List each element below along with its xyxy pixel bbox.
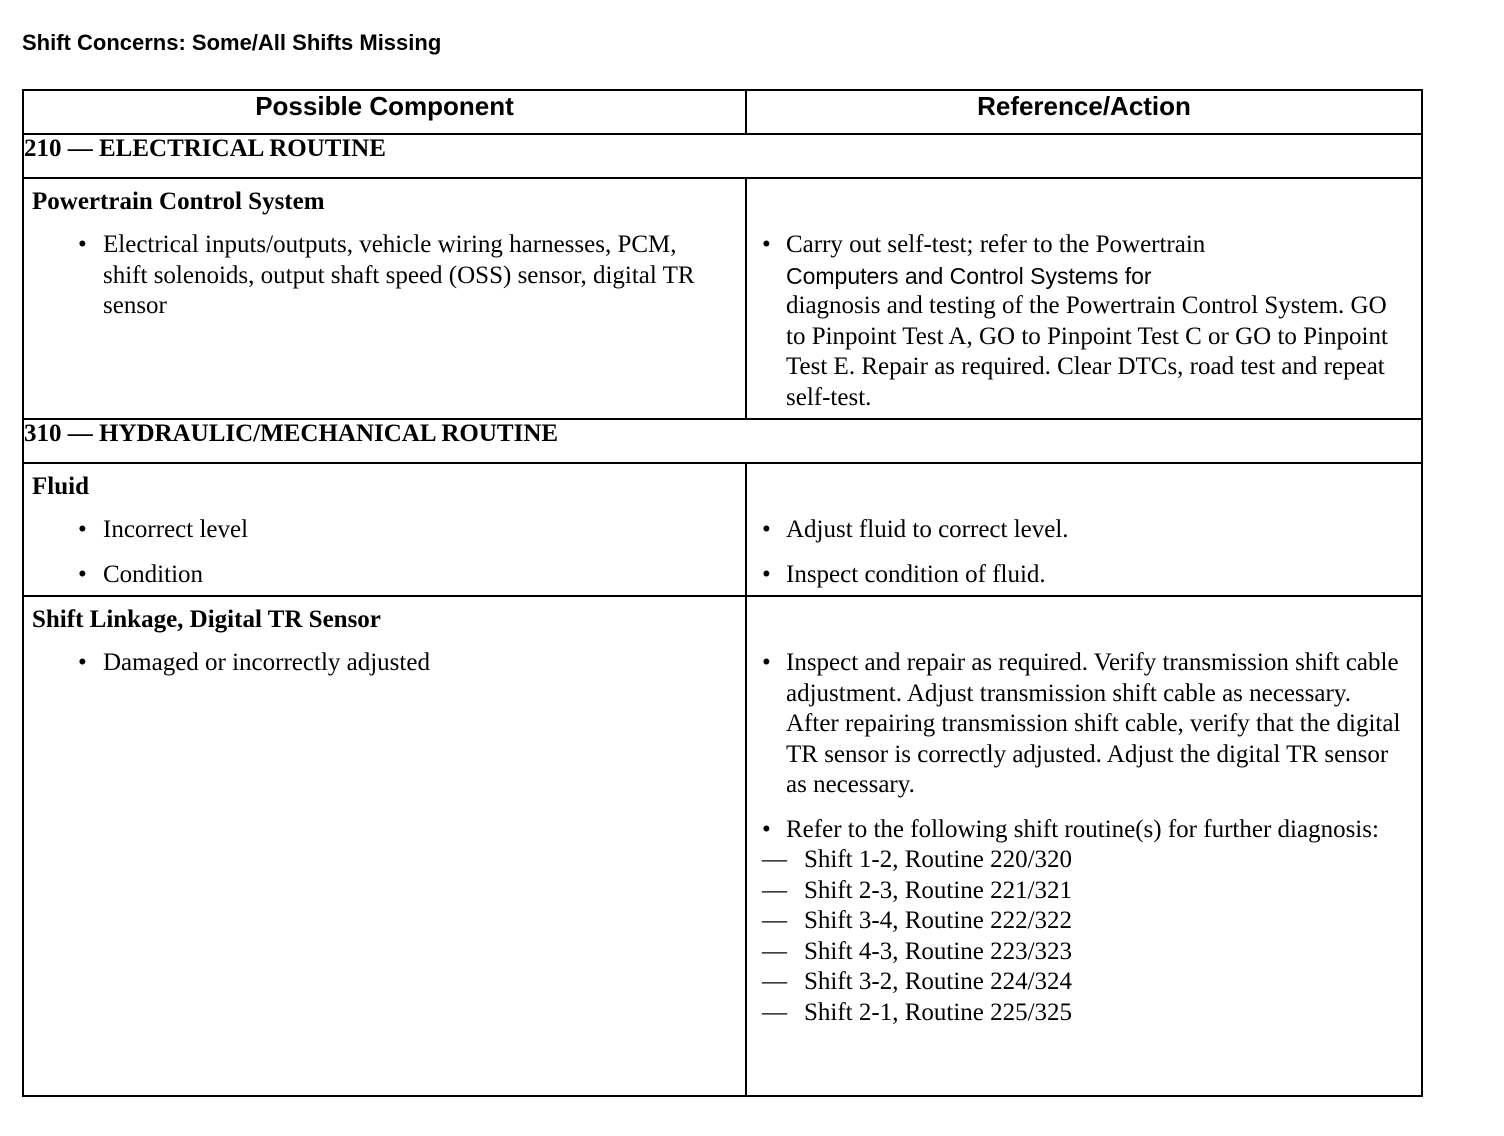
- component-list: [24, 515, 745, 590]
- bullet-icon: •: [762, 649, 771, 676]
- list-item: • Incorrect level: [24, 515, 705, 546]
- dash-icon: —: [762, 876, 787, 904]
- column-header-possible-component: Possible Component: [23, 90, 746, 134]
- section-row: [23, 134, 1422, 178]
- section-label-electrical-routine: 210 — ELECTRICAL ROUTINE: [23, 134, 1422, 178]
- bullet-icon: •: [78, 231, 87, 258]
- list-item: • Adjust fluid to correct level.: [747, 515, 1407, 546]
- bullet-icon: •: [762, 560, 771, 588]
- list-item: • Refer to the following shift routine(s) for further diagnosis:: [747, 815, 1407, 846]
- dash-icon: —: [762, 846, 787, 873]
- component-list: [24, 648, 745, 679]
- header-row: [23, 90, 1422, 134]
- action-list: [747, 230, 1421, 413]
- page-title: Shift Concerns: Some/All Shifts Missing: [22, 30, 442, 55]
- routine-list: [747, 845, 1421, 1028]
- list-item: • Inspect condition of fluid.: [747, 560, 1407, 591]
- list-item: — Shift 1-2, Routine 220/320: [747, 845, 1421, 876]
- list-item: — Shift 3-4, Routine 222/322: [747, 906, 1421, 937]
- table-row: [23, 178, 1422, 419]
- action-list: [747, 648, 1421, 845]
- action-cell: [746, 596, 1422, 1096]
- dash-icon: —: [762, 968, 787, 995]
- dash-icon: —: [762, 998, 787, 1026]
- list-item: [747, 230, 1407, 413]
- bullet-icon: •: [762, 516, 771, 543]
- list-item: — Shift 2-3, Routine 221/321: [747, 876, 1421, 907]
- section-row: [23, 419, 1422, 463]
- table-row: [23, 596, 1422, 1096]
- component-name: Shift Linkage, Digital TR Sensor: [32, 606, 381, 633]
- bullet-icon: •: [78, 649, 87, 676]
- dash-icon: —: [762, 907, 787, 934]
- list-item: • Condition: [24, 560, 705, 591]
- diagnostic-table: [22, 89, 1423, 1097]
- list-item: — Shift 2-1, Routine 225/325: [747, 998, 1421, 1029]
- bullet-icon: •: [78, 516, 87, 543]
- list-item: • Inspect and repair as required. Verify transmission shift cable adjustment. Adjust transmission shift cable as necessary. After repairing transmission shift cable, verify that the digital TR sensor is correctly adjusted. Adjust the digital TR sensor as necessary.: [762, 649, 1401, 798]
- list-item: — Shift 3-2, Routine 224/324: [747, 967, 1421, 998]
- action-text: Carry out self-test; refer to the Powertrain: [786, 231, 1206, 258]
- action-list: [747, 515, 1421, 590]
- component-cell: [23, 178, 746, 419]
- action-cell: [746, 178, 1422, 419]
- action-text: diagnosis and testing of the Powertrain Control System. GO to Pinpoint Test A, GO to Pinpoint Test C or GO to Pinpoint Test E. Repair as required. Clear DTCs, road test and repeat self-test.: [786, 292, 1388, 411]
- action-text: Computers and Control Systems for: [786, 262, 1152, 289]
- column-header-reference-action: Reference/Action: [746, 90, 1422, 134]
- component-name: Powertrain Control System: [32, 188, 325, 215]
- component-cell: [23, 596, 746, 1096]
- component-cell: [23, 463, 746, 596]
- list-item: • Damaged or incorrectly adjusted: [24, 648, 705, 679]
- action-cell: [746, 463, 1422, 596]
- bullet-icon: •: [762, 231, 771, 258]
- bullet-icon: •: [762, 815, 771, 843]
- list-item: • Electrical inputs/outputs, vehicle wiring harnesses, PCM, shift solenoids, output shaft speed (OSS) sensor, digital TR sensor: [78, 231, 695, 319]
- table-row: [23, 463, 1422, 596]
- section-label-hydraulic-mechanical-routine: 310 — HYDRAULIC/MECHANICAL ROUTINE: [23, 419, 1422, 463]
- list-item: — Shift 4-3, Routine 223/323: [747, 937, 1421, 968]
- bullet-icon: •: [78, 560, 87, 588]
- component-list: [24, 230, 745, 322]
- component-name: Fluid: [32, 473, 89, 500]
- dash-icon: —: [762, 937, 787, 965]
